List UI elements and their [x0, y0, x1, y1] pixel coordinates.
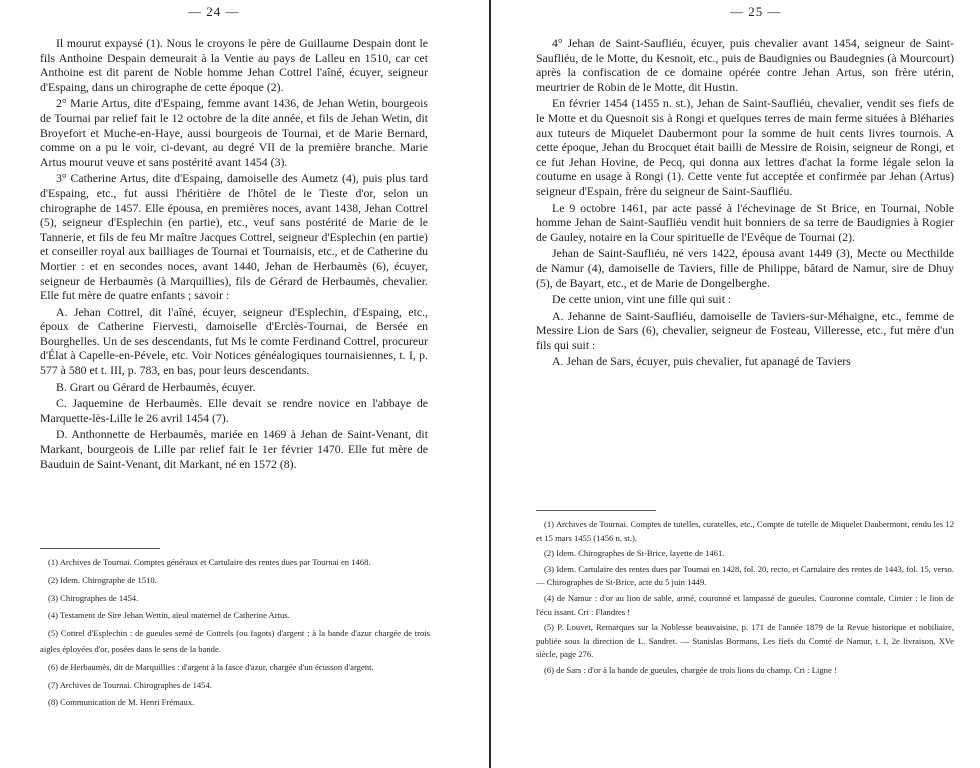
footnote: (4) Testament de Sire Jehan Wettin, aïeul maternel de Catherine Artus. [48, 610, 290, 621]
footnote: (3) Chirographes de 1454. [48, 592, 139, 603]
footnote-separator [40, 548, 160, 549]
right-paragraph: En février 1454 (1455 n. st.), Jehan de Saint-Saufliéu, chevalier, vendit ses fiefs de le Motte et du Quesnoit sis à Rongi et quelques terres de main ferme situées à Bléharies aux tuteurs de Miquelet Daubermont pour la somme de huit cents livres tournois. A cette époque, Jehan du Brocquet était bailli de Messire de Roisin, seigneur de Rongi, et ce fut Jehan Hovine, de Pecq, qui donna aux lettres d'achat la forme légale selon la coutume en usage à Rongi (1). Cette vente fut acceptée et confirmée par Jehan (Artus) seigneur d'Espain, frère du seigneur de Saint-Saufliéu. [536, 96, 954, 198]
footnote: (1) Archives de Tournai. Comptes de tutelles, curatelles, etc., Compte de tutelle de Miquelet Daubermont, rendu les 12 et 15 mars 1455 (1456 n. st.). [536, 519, 954, 543]
page-number-left: — 24 — [188, 4, 240, 19]
footnote: (8) Communication de M. Henri Frémaux. [48, 697, 195, 708]
right-paragraph: 4° Jehan de Saint-Saufliéu, écuyer, puis chevalier avant 1454, seigneur de Saint-Saufliéu, de le Motte, du Kesnoit, etc., puis de Baudignies ou Baudegnies (à Mourcourt) après la confiscation de ce domaine opérée contre Jehan Artus, son frère utérin, meurtrier de Robin de le Motte, dit Hustin. [536, 36, 954, 94]
footnote: (4) de Namur : d'or au lion de sable, armé, couronné et lampassé de gueules. Couronne comtale. Cimier : le lion de l'écu issant. Cri : Flandres ! [536, 592, 954, 617]
left-paragraph: C. Jaquemine de Herbaumès. Elle devait se rendre novice en l'abbaye de Marquette-lès-Lille le 26 avril 1454 (7). [40, 396, 428, 425]
left-paragraph: Il mourut expaysé (1). Nous le croyons le père de Guillaume Despain dont le fils Anthoine Despain demeurait à la Ventie au pays de Lalleu en 1510, car cet Anthoine est dit parent de Noble homme Jehan Cottrel l'aîné, écuyer, seigneur d'Espaing, dans un chirographe de cette époque (2). [40, 36, 428, 94]
right-footnotes [536, 518, 954, 680]
left-paragraph: 2° Marie Artus, dite d'Espaing, femme avant 1436, de Jehan Wetin, bourgeois de Tournai par relief fait le 12 octobre de la dite année, et fils de Jehan Wetin, dit Broyefort et Muche-en-Haye, aussi bourgeois de Tournai, et de Marie Bernard, comme on a pu le voir, ci-devant, au degré VII de la première branche. Marie Artus mourut veuve et sans postérité avant 1454 (3). [40, 96, 428, 169]
footnote: (7) Archives de Tournai. Chirographes de 1454. [48, 679, 212, 690]
left-paragraph: A. Jehan Cottrel, dit l'aîné, écuyer, seigneur d'Esplechin, d'Espaing, etc., époux de Catherine Fiervesti, damoiselle d'Erclès-Tournai, de Bersée en Bourghelles. Un de ses descendants, fut Ms le comte Ferdinand Cottrel, procureur d'Élat à Capelle-en-Pévele, etc. Voir Notices généalogiques tournaisiennes, t. I, p. 577 à 580 et t. III, p. 783, en bas, pour leurs descendants. [40, 304, 428, 378]
footnote: (3) Idem. Cartulaire des rentes dues par Tournai en 1428, fol. 20, recto, et Cartulaire des rentes de 1443, fol. 15, verso. — Chirographes de St-Brice, acte du 5 juin 1449. [536, 563, 954, 588]
footnote: (5) Cottrel d'Esplechin : de gueules semé de Cottrels (ou fagots) d'argent ; à la bande d'azur chargée de trois aigles éployées d'or, posées dans le sens de la bande. [40, 628, 430, 654]
footnote: (2) Idem. Chirographes de St-Brice, layette de 1461. [544, 548, 725, 559]
left-body-text [40, 36, 428, 473]
left-paragraph: D. Anthonnette de Herbaumès, mariée en 1469 à Jehan de Saint-Venant, dit Markant, bourgeois de Lille par relief fait le 1er février 1470. Elle fut mère de Bauduin de Saint-Venant, dit Markant, né en 1572 (8). [40, 427, 428, 471]
right-paragraph: Le 9 octobre 1461, par acte passé à l'échevinage de St Brice, en Tournai, Noble homme Jehan de Saint-Saufliéu vendit huit bonniers de sa terre de Baudignies à Rogier de Gauley, notaire en la Cour spirituelle de l'Evêque de Tournai (2). [536, 200, 954, 244]
left-footnotes [40, 555, 430, 713]
right-body-text [536, 36, 954, 371]
footnote: (6) de Herbaumès, dit de Marquillies : d'argent à la fasce d'azur, chargée d'un écusson d'argent. [48, 661, 374, 672]
left-paragraph: B. Grart ou Gérard de Herbaumès, écuyer. [56, 379, 256, 394]
footnote: (6) de Sars : d'or à la bande de gueules, chargée de trois lions du champ. Cri : Ligne ! [544, 664, 837, 675]
footnote: (2) Idem. Chirographe de 1510. [48, 574, 157, 585]
right-paragraph: A. Jehanne de Saint-Saufliéu, damoiselle de Taviers-sur-Méhaigne, etc., femme de Messire Lion de Sars (6), chevalier, seigneur de Fosteau, Villeresse, etc., fut mère d'un fils qui suit : [536, 308, 954, 352]
right-page [490, 0, 980, 768]
footnote: (5) P. Louvet, Remarques sur la Noblesse beauvaisine, p. 171 de l'année 1879 de la Revue historique et nobiliaire, publiée sous la direction de L. Sandret. — Stanislas Bormans, Les fiefs du Comté de Namur, t. I, 2e livraison, XVe siècle, page 276. [536, 622, 954, 660]
footnote-separator [536, 510, 656, 511]
right-paragraph: Jehan de Saint-Saufliéu, né vers 1422, épousa avant 1449 (3), Mecte ou Mecthilde de Namur (4), damoiselle de Taviers, fille de Philippe, bâtard de Namur, sire de Dhuy (5), de Bayart, etc., et de Marie de Dongelberghe. [536, 246, 954, 290]
right-paragraph: De cette union, vint une fille qui suit : [552, 292, 732, 307]
footnote: (1) Archives de Tournai. Comptes généraux et Cartulaire des rentes dues par Tournai en 1468. [48, 557, 371, 567]
left-paragraph: 3° Catherine Artus, dite d'Espaing, damoiselle des Aumetz (4), puis plus tard d'Espaing, etc., fut aussi l'héritière de l'hôtel de le Tieste d'or, selon un chirographe de 1457. Elle épousa, en premières noces, avant 1438, Jehan Cottrel (5), seigneur d'Esplechin (en partie), etc., veuf sans postérité de Marie de le Tannerie, et fils de feu Mr maître Jacques Cottrel, seigneur d'Esplechin (en partie) et conseiller royal aux bailliages de Tournai et Tournaisis, etc., et de Catherine du Mortier : et en secondes noces, avant 1440, Jehan de Herbaumès (6), écuyer, seigneur de Herbaumès (à Marquillies), fils de Gérard de Herbaumès, chevalier. Elle fut mère de quatre enfants ; savoir : [40, 171, 428, 303]
right-paragraph: A. Jehan de Sars, écuyer, puis chevalier, fut apanagé de Taviers [552, 354, 851, 369]
page-number-right: — 25 — [730, 4, 782, 19]
